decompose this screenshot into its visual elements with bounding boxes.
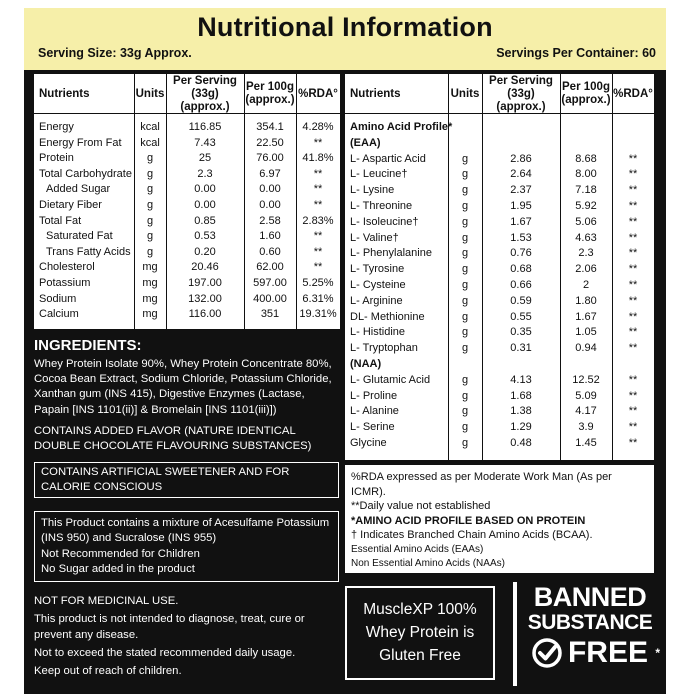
column-header: Nutrients <box>350 87 401 100</box>
table-row <box>34 260 340 276</box>
cell-rda: ** <box>628 373 638 386</box>
ingredients-section <box>34 337 340 454</box>
table-row <box>345 310 654 326</box>
cell-serving: 20.46 <box>191 261 219 274</box>
gluten-free-line-3: Gluten Free <box>379 647 461 664</box>
column-header: %RDA° <box>613 87 653 100</box>
cell-unit: g <box>461 247 469 260</box>
cell-unit: g <box>461 405 469 418</box>
cell-unit: g <box>461 200 469 212</box>
cell-serving: 0.53 <box>194 230 216 243</box>
gluten-free-box <box>345 586 495 680</box>
table-row <box>345 215 654 231</box>
cell-rda: ** <box>628 326 638 339</box>
cell-name: L- Histidine <box>350 326 406 339</box>
column-header: Per 100g (approx.) <box>245 81 295 106</box>
cell-rda: ** <box>628 263 638 276</box>
cell-serving: 0.59 <box>510 294 532 307</box>
cell-name: Added Sugar <box>46 183 111 196</box>
gluten-free-line-2: Whey Protein is <box>365 624 475 641</box>
legend-bcaa: † Indicates Branched Chain Amino Acids (BCAA). <box>351 529 593 541</box>
note-item: Not to exceed the stated recommended daily usage. <box>34 646 296 659</box>
cell-unit: mg <box>142 261 158 274</box>
cell-per100: 0.00 <box>259 199 281 211</box>
cell-unit: g <box>146 245 154 258</box>
column-header: %RDA° <box>298 87 338 100</box>
mixture-line-3: No Sugar added in the product <box>41 563 195 576</box>
cell-unit: g <box>146 183 154 196</box>
cell-per100: 2.3 <box>578 247 594 260</box>
cell-unit: mg <box>142 292 158 305</box>
serving-size: Serving Size: 33g Approx. <box>38 46 192 60</box>
cell-rda <box>612 136 654 152</box>
cell-serving: 2.3 <box>197 167 213 180</box>
cell-name: Dietary Fiber <box>39 199 102 211</box>
sweetener-notice-box <box>34 462 339 498</box>
table-row <box>345 294 654 310</box>
cell-unit: g <box>461 152 469 165</box>
cell-rda: ** <box>313 167 323 180</box>
cell-serving <box>482 357 560 373</box>
cell-unit: g <box>146 167 154 180</box>
table-row <box>345 436 654 452</box>
amino-acid-table <box>345 74 654 460</box>
cell-name: Total Fat <box>39 214 82 227</box>
cell-serving: 1.67 <box>510 215 532 228</box>
table-row <box>34 151 340 167</box>
table-row <box>345 278 654 294</box>
cell-serving: 2.86 <box>510 152 532 165</box>
cell-rda <box>612 357 654 373</box>
cell-rda: ** <box>628 310 638 323</box>
legend-amino: *AMINO ACID PROFILE BASED ON PROTEIN <box>351 514 586 527</box>
cell-name: Energy From Fat <box>39 136 122 149</box>
column-header: Per Serving (33g) (approx.) <box>489 74 553 113</box>
table-header <box>345 74 654 114</box>
cell-rda: ** <box>628 168 638 181</box>
cell-rda: ** <box>313 199 323 211</box>
cell-name: Potassium <box>39 277 91 289</box>
table-row <box>34 214 340 230</box>
cell-per100 <box>560 357 612 373</box>
cell-rda: 41.8% <box>302 152 334 165</box>
legend-eaa: Essential Amino Acids (EAAs) <box>351 543 484 555</box>
cell-name: L- Proline <box>350 389 398 402</box>
cell-rda: 2.83% <box>302 214 334 227</box>
cell-per100: 76.00 <box>256 152 284 165</box>
cell-per100: 1.45 <box>575 437 597 449</box>
checkmark-circle-icon <box>532 638 562 668</box>
cell-rda <box>612 120 654 136</box>
table-row <box>34 182 340 198</box>
cell-unit: g <box>461 168 469 181</box>
cell-name: L- Lysine <box>350 184 395 197</box>
cell-serving: 0.35 <box>510 326 532 339</box>
cell-name: Saturated Fat <box>46 230 113 243</box>
cell-unit: kcal <box>140 136 160 149</box>
cell-unit: g <box>461 310 469 323</box>
cell-unit: g <box>146 152 154 165</box>
column-header: Nutrients <box>39 87 90 100</box>
cell-per100: 400.00 <box>253 292 287 305</box>
cell-rda: 5.25% <box>302 277 334 289</box>
cell-unit <box>448 357 482 373</box>
cell-serving: 0.31 <box>510 342 532 355</box>
cell-unit: g <box>146 230 154 243</box>
badge-word-banned: BANNED <box>533 582 647 612</box>
table-row <box>34 292 340 308</box>
table-row <box>345 420 654 436</box>
cell-rda: ** <box>628 215 638 228</box>
cell-name: L- Threonine <box>350 200 413 212</box>
cell-serving: 2.64 <box>510 168 532 181</box>
cell-name: Trans Fatty Acids <box>46 245 131 258</box>
cell-per100: 12.52 <box>572 373 600 386</box>
cell-name: L- Aspartic Acid <box>350 152 426 165</box>
cell-serving: 2.37 <box>510 184 532 197</box>
cell-per100 <box>560 120 612 136</box>
cell-rda: ** <box>313 230 323 243</box>
cell-unit: g <box>461 437 469 449</box>
table-row <box>34 276 340 292</box>
note-item: Keep out of reach of children. <box>34 665 182 678</box>
table-row <box>345 404 654 420</box>
cell-unit: g <box>461 263 469 276</box>
cell-per100: 2.06 <box>575 263 597 276</box>
cell-unit: g <box>461 389 469 402</box>
table-row <box>34 120 340 136</box>
servings-per-container: Servings Per Container: 60 <box>496 46 656 60</box>
cell-serving: 1.68 <box>510 389 532 402</box>
badge-asterisk: * <box>655 646 660 660</box>
mixture-line-1: This Product contains a mixture of Acesulfame Potassium (INS 950) and Sucralose (INS 955) <box>41 517 330 545</box>
cell-unit: g <box>461 184 469 197</box>
cell-per100: 1.67 <box>575 310 597 323</box>
cell-unit: g <box>461 294 469 307</box>
cell-per100: 0.00 <box>259 183 281 196</box>
cell-serving: 0.66 <box>510 279 532 291</box>
table-row <box>345 246 654 262</box>
cell-unit: g <box>461 342 469 355</box>
cell-serving: 0.85 <box>194 214 216 227</box>
legend-daily: **Daily value not established <box>351 500 491 512</box>
cell-unit: mg <box>142 308 158 321</box>
footnote-legend <box>345 465 654 573</box>
cell-serving: 0.00 <box>194 199 216 211</box>
cell-rda: ** <box>628 152 638 165</box>
cell-unit: g <box>461 215 469 228</box>
cell-serving: 1.95 <box>510 200 532 212</box>
cell-serving: 1.38 <box>510 405 532 418</box>
header-band <box>24 8 666 70</box>
table-row <box>345 389 654 405</box>
column-header: Units <box>135 87 165 100</box>
table-header <box>34 74 340 114</box>
cell-serving: 4.13 <box>510 373 532 386</box>
cell-rda: 6.31% <box>302 292 334 305</box>
cell-serving: 1.29 <box>510 421 532 434</box>
cell-per100: 5.06 <box>575 215 597 228</box>
cell-serving: 25 <box>198 152 212 165</box>
cell-rda: ** <box>313 183 323 196</box>
cell-per100: 1.05 <box>575 326 597 339</box>
table-row <box>34 167 340 183</box>
nutrition-table <box>34 74 340 329</box>
cell-name: L- Valine† <box>350 231 399 244</box>
cell-name: L- Alanine <box>350 405 399 418</box>
legend-naa: Non Essential Amino Acids (NAAs) <box>351 558 505 569</box>
cell-per100: 0.94 <box>575 342 597 355</box>
column-header: Units <box>450 87 480 100</box>
cell-unit: kcal <box>140 121 160 133</box>
cell-name: L- Serine <box>350 421 395 434</box>
cell-name: Energy <box>39 121 74 133</box>
cell-serving: 197.00 <box>188 277 222 289</box>
page-title: Nutritional Information <box>197 12 493 42</box>
mixture-notice-box <box>34 511 339 582</box>
cell-serving: 116.85 <box>188 121 222 133</box>
cell-per100: 1.80 <box>575 294 597 307</box>
warning-notes <box>34 594 340 682</box>
cell-name: (NAA) <box>350 358 382 370</box>
table-row <box>34 229 340 245</box>
ingredients-text: Whey Protein Isolate 90%, Whey Protein Concentrate 80%, Cocoa Bean Extract, Sodium Chloride, Potassium Chloride, Xanthan gum (INS 415), Digestive Enzymes (Lactase, Papain [INS 1101(ii)] & Bromelain [INS 1101(iii)]) <box>34 358 332 416</box>
banned-substance-free-badge <box>520 584 660 670</box>
cell-per100: 354.1 <box>256 121 284 133</box>
cell-unit: mg <box>142 277 158 289</box>
table-row <box>34 307 340 323</box>
cell-serving: 0.55 <box>510 310 532 323</box>
cell-name: L- Cysteine <box>350 279 406 291</box>
table-row <box>34 198 340 214</box>
cell-serving: 132.00 <box>188 292 222 305</box>
cell-rda: ** <box>628 279 638 291</box>
cell-per100: 62.00 <box>256 261 284 274</box>
cell-rda: 19.31% <box>299 308 337 321</box>
cell-per100: 4.17 <box>575 405 597 418</box>
cell-name: Amino Acid Profile* <box>350 121 453 133</box>
cell-per100: 8.00 <box>575 168 597 181</box>
cell-rda: ** <box>628 184 638 197</box>
table-row <box>345 231 654 247</box>
cell-per100: 8.68 <box>575 152 597 165</box>
cell-per100: 2.58 <box>259 214 281 227</box>
cell-unit: g <box>461 279 469 291</box>
cell-unit: g <box>461 421 469 434</box>
cell-serving: 0.48 <box>510 437 532 449</box>
cell-per100: 4.63 <box>575 231 597 244</box>
label-panel <box>24 8 666 694</box>
cell-per100: 1.60 <box>259 230 281 243</box>
cell-rda: ** <box>628 437 638 449</box>
cell-per100: 5.09 <box>575 389 597 402</box>
cell-name: Calcium <box>39 308 79 321</box>
cell-per100: 22.50 <box>256 136 284 149</box>
cell-serving: 0.20 <box>194 245 216 258</box>
table-row <box>34 136 340 152</box>
cell-name: L- Glutamic Acid <box>350 373 431 386</box>
cell-rda: ** <box>628 421 638 434</box>
cell-serving: 7.43 <box>194 136 216 149</box>
cell-rda: ** <box>313 136 323 149</box>
cell-serving: 0.76 <box>510 247 532 260</box>
cell-name: L- Tryptophan <box>350 342 418 355</box>
cell-name: L- Phenylalanine <box>350 247 432 260</box>
table-row <box>345 183 654 199</box>
cell-rda: ** <box>628 200 638 212</box>
cell-rda: 4.28% <box>302 121 334 133</box>
cell-name: L- Arginine <box>350 294 403 307</box>
divider <box>513 582 517 686</box>
cell-rda: ** <box>628 389 638 402</box>
table-row <box>345 199 654 215</box>
cell-serving: 116.00 <box>188 308 222 321</box>
note-item: This product is not intended to diagnose, treat, cure or prevent any disease. <box>34 613 305 641</box>
legend-rda: %RDA expressed as per Moderate Work Man (As per ICMR). <box>351 471 612 498</box>
cell-unit <box>448 136 482 152</box>
cell-per100: 597.00 <box>253 277 287 289</box>
flavor-notice: CONTAINS ADDED FLAVOR (NATURE IDENTICAL DOUBLE CHOCOLATE FLAVOURING SUBSTANCES) <box>34 424 312 453</box>
column-header: Per 100g (approx.) <box>561 81 611 106</box>
cell-rda: ** <box>628 405 638 418</box>
cell-per100: 7.18 <box>575 184 597 197</box>
table-row <box>345 152 654 168</box>
cell-serving: 0.68 <box>510 263 532 276</box>
ingredients-heading: INGREDIENTS: <box>34 337 142 354</box>
table-row <box>34 245 340 261</box>
cell-rda: ** <box>313 245 323 258</box>
table-row <box>345 136 654 152</box>
cell-unit: g <box>146 199 154 211</box>
cell-per100: 5.92 <box>575 200 597 212</box>
cell-serving: 1.53 <box>510 231 532 244</box>
cell-name: L- Leucine† <box>350 168 408 181</box>
cell-name: Protein <box>39 152 74 165</box>
cell-name: Glycine <box>350 437 387 449</box>
cell-unit: g <box>461 231 469 244</box>
cell-per100: 0.60 <box>259 245 281 258</box>
cell-name: Sodium <box>39 292 77 305</box>
table-row <box>345 120 654 136</box>
cell-unit <box>448 120 482 136</box>
cell-rda: ** <box>313 261 323 274</box>
cell-unit: g <box>461 373 469 386</box>
badge-word-free: FREE <box>567 636 648 669</box>
cell-per100: 351 <box>260 308 280 321</box>
cell-per100: 6.97 <box>259 167 281 180</box>
cell-name: Total Carbohydrate <box>39 167 132 180</box>
table-row <box>345 341 654 357</box>
cell-rda: ** <box>628 247 638 260</box>
cell-per100: 2 <box>582 279 590 291</box>
mixture-line-2: Not Recommended for Children <box>41 547 200 560</box>
table-row <box>345 373 654 389</box>
table-row <box>345 262 654 278</box>
cell-name: (EAA) <box>350 136 381 149</box>
gluten-free-line-1: MuscleXP 100% <box>363 601 477 618</box>
cell-serving <box>482 136 560 152</box>
table-row <box>345 357 654 373</box>
cell-per100 <box>560 136 612 152</box>
cell-name: L- Isoleucine† <box>350 215 419 228</box>
cell-rda: ** <box>628 294 638 307</box>
cell-unit: g <box>146 214 154 227</box>
cell-per100: 3.9 <box>578 421 594 434</box>
cell-name: L- Tyrosine <box>350 263 405 276</box>
column-header: Per Serving (33g) (approx.) <box>173 74 237 113</box>
cell-rda: ** <box>628 231 638 244</box>
note-item: NOT FOR MEDICINAL USE. <box>34 595 179 607</box>
cell-serving <box>482 120 560 136</box>
cell-unit: g <box>461 326 469 339</box>
badge-word-substance: SUBSTANCE <box>527 611 653 634</box>
cell-name: DL- Methionine <box>350 310 425 323</box>
cell-serving: 0.00 <box>194 183 216 196</box>
cell-rda: ** <box>628 342 638 355</box>
table-row <box>345 167 654 183</box>
sweetener-notice: CONTAINS ARTIFICIAL SWEETENER AND FOR CALORIE CONSCIOUS <box>41 466 290 494</box>
cell-name: Cholesterol <box>39 261 95 274</box>
table-row <box>345 325 654 341</box>
